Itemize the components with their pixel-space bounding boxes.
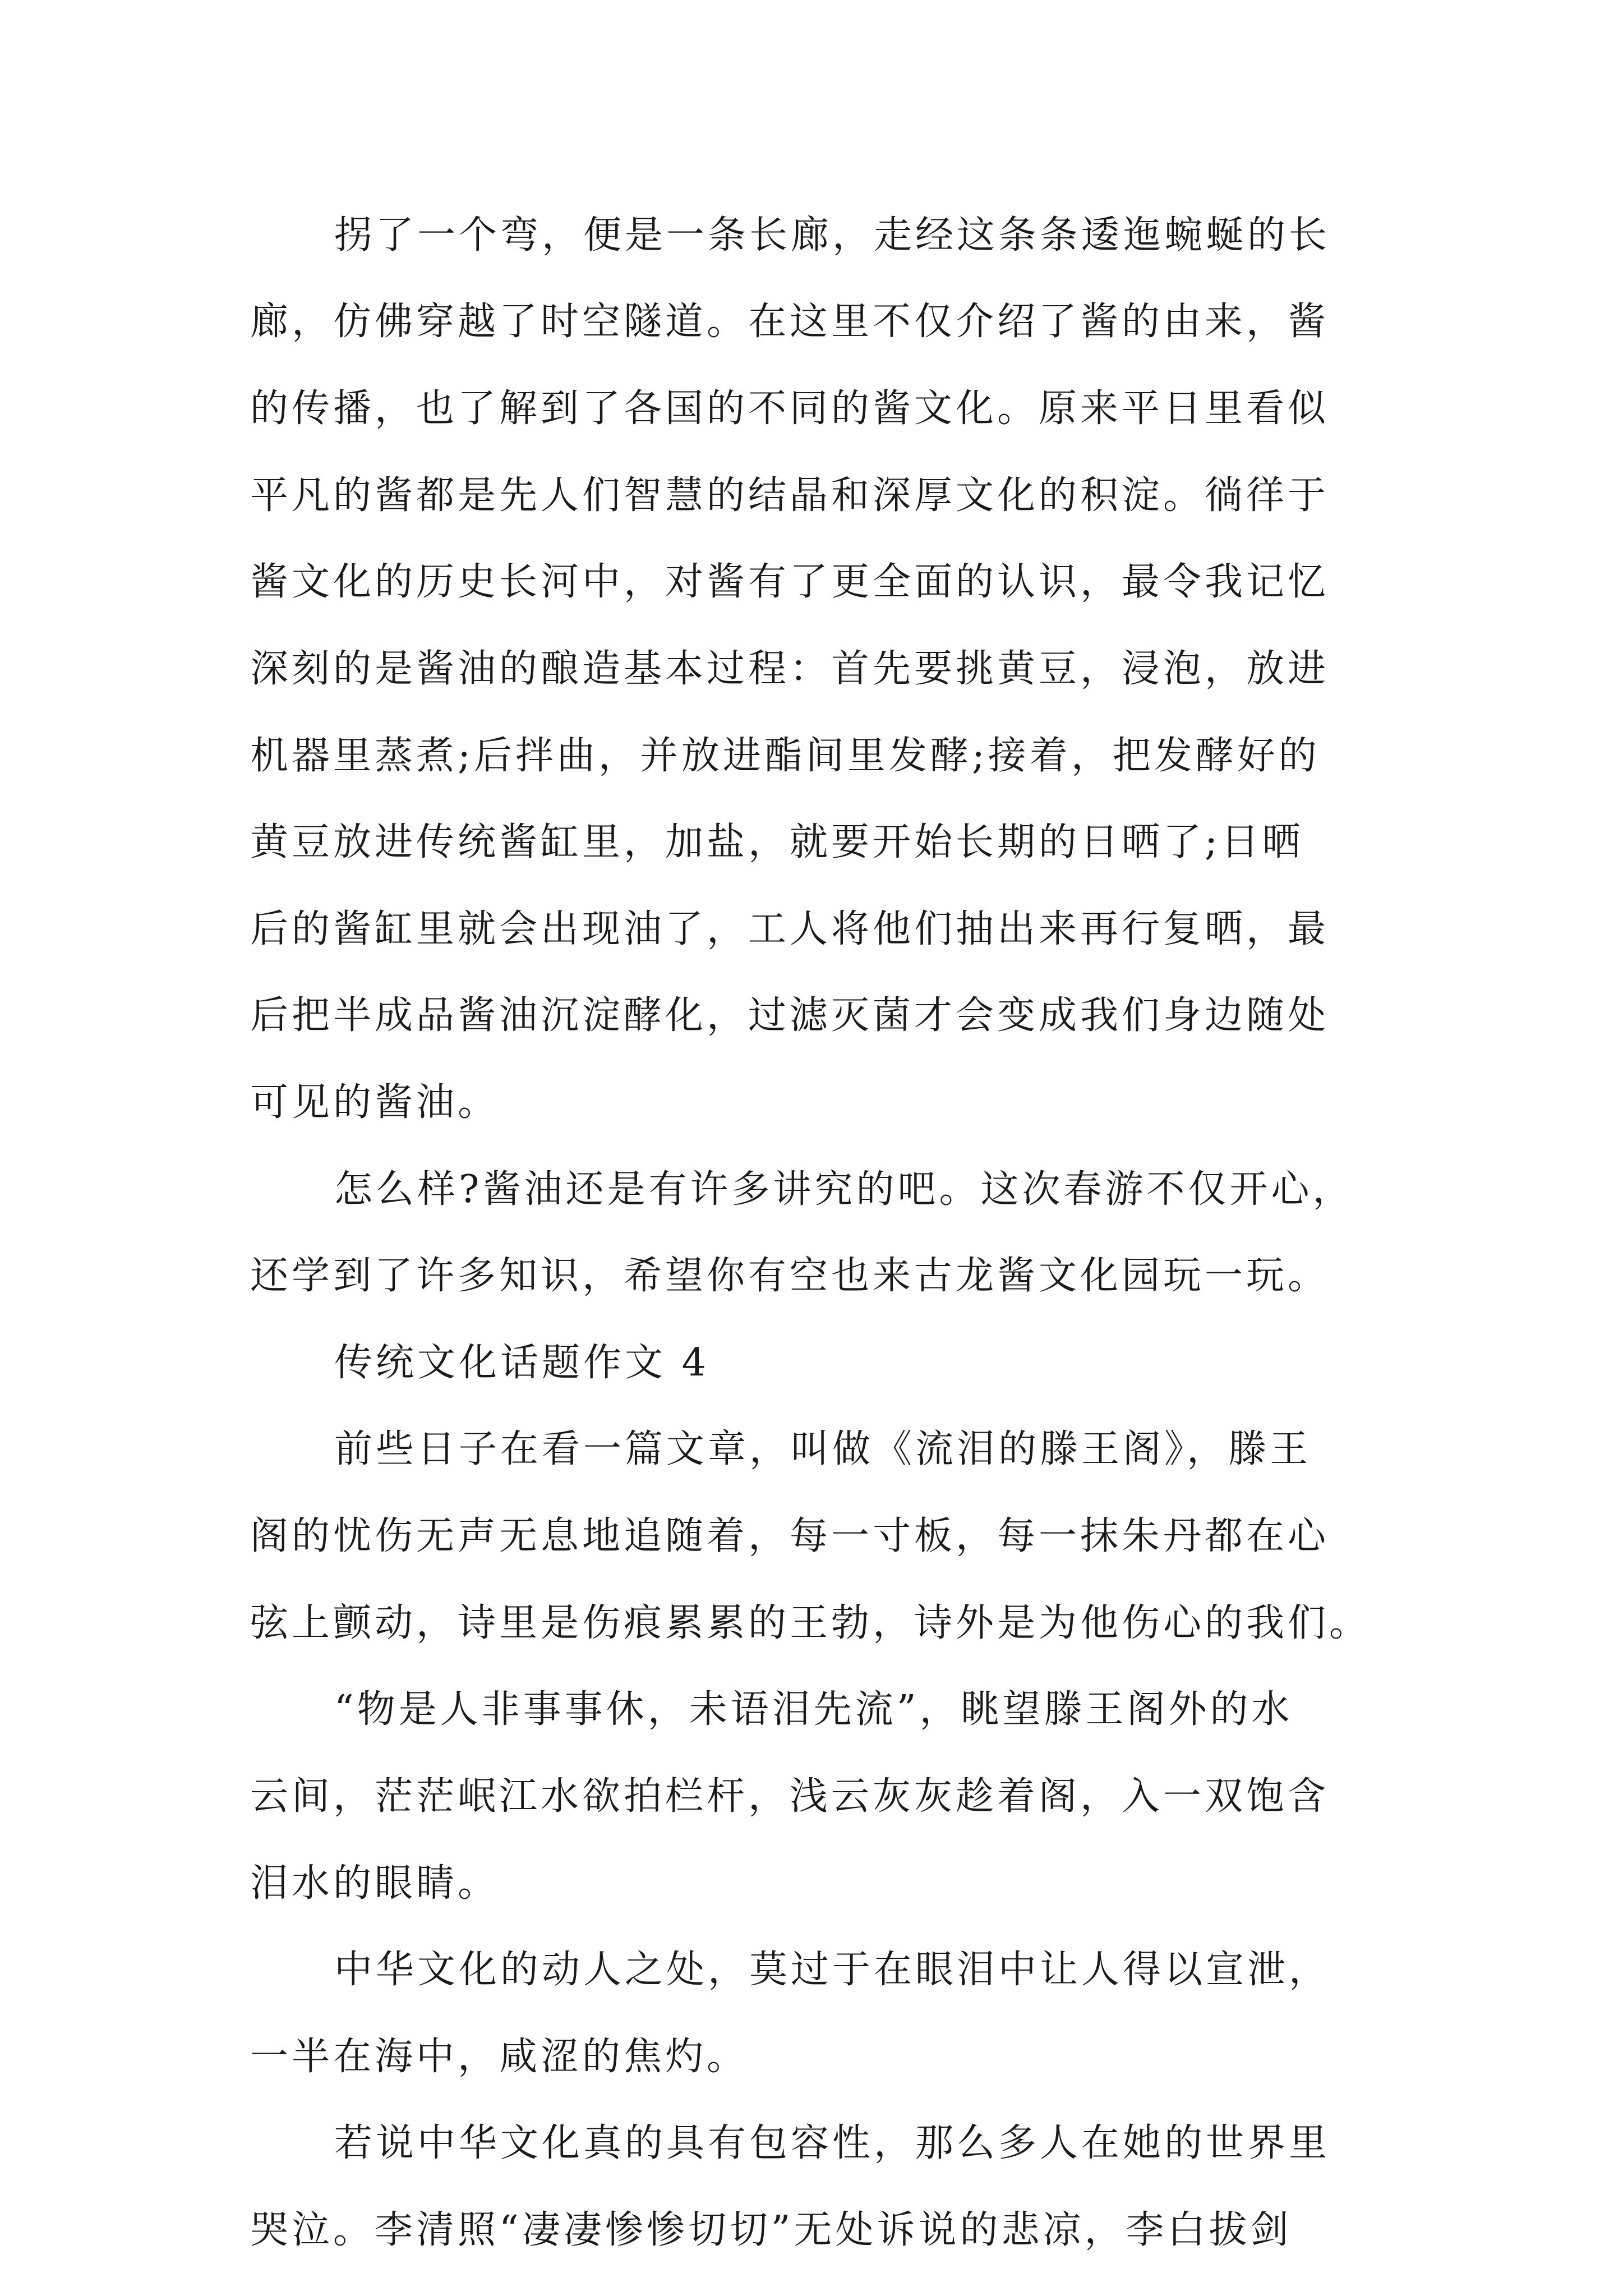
text-line: 还学到了许多知识，希望你有空也来古龙酱文化园玩一玩。	[250, 1254, 1330, 1298]
text-line: 怎么样?酱油还是有许多讲究的吧。这次春游不仅开心，	[334, 1167, 1354, 1212]
text-line: 酱文化的历史长河中，对酱有了更全面的认识，最令我记忆	[250, 560, 1330, 604]
text-line: 黄豆放进传统酱缸里，加盐，就要开始长期的日晒了;日晒	[250, 820, 1304, 864]
text-line: “物是人非事事休，未语泪先流”，眺望滕王阁外的水	[334, 1687, 1293, 1732]
text-line: 中华文化的动人之处，莫过于在眼泪中让人得以宣泄，	[334, 1948, 1331, 1992]
text-line: 一半在海中，咸涩的焦灼。	[250, 2035, 749, 2079]
text-line: 平凡的酱都是先人们智慧的结晶和深厚文化的积淀。徜徉于	[250, 473, 1330, 518]
text-line: 泪水的眼睛。	[250, 1861, 500, 1906]
text-line: 后的酱缸里就会出现油了，工人将他们抽出来再行复晒，最	[250, 907, 1330, 951]
text-line: 拐了一个弯，便是一条长廊，走经这条条逶迤蜿蜒的长	[334, 213, 1331, 257]
text-line: 若说中华文化真的具有包容性，那么多人在她的世界里	[334, 2121, 1331, 2165]
text-line: 的传播，也了解到了各国的不同的酱文化。原来平日里看似	[250, 386, 1330, 431]
section-heading: 传统文化话题作文 4	[334, 1341, 709, 1385]
text-line: 后把半成品酱油沉淀酵化，过滤灭菌才会变成我们身边随处	[250, 993, 1330, 1038]
text-line: 前些日子在看一篇文章，叫做《流泪的滕王阁》，滕王	[334, 1427, 1312, 1471]
text-line: 弦上颤动，诗里是伤痕累累的王勃，诗外是为他伤心的我们。	[250, 1601, 1371, 1645]
text-line: 云间，茫茫岷江水欲拍栏杆，浅云灰灰趁着阁，入一双饱含	[250, 1774, 1330, 1819]
text-line: 可见的酱油。	[250, 1080, 500, 1125]
text-line: 机器里蒸煮;后拌曲，并放进酯间里发酵;接着，把发酵好的	[250, 734, 1320, 778]
text-line: 阁的忧伤无声无息地追随着，每一寸板，每一抹朱丹都在心	[250, 1514, 1330, 1558]
text-line: 哭泣。李清照“凄凄惨惨切切”无处诉说的悲凉，李白拔剑	[250, 2208, 1292, 2252]
text-line: 廊，仿佛穿越了时空隧道。在这里不仅介绍了酱的由来，酱	[250, 300, 1330, 344]
text-line: 深刻的是酱油的酿造基本过程：首先要挑黄豆，浸泡，放进	[250, 647, 1330, 691]
